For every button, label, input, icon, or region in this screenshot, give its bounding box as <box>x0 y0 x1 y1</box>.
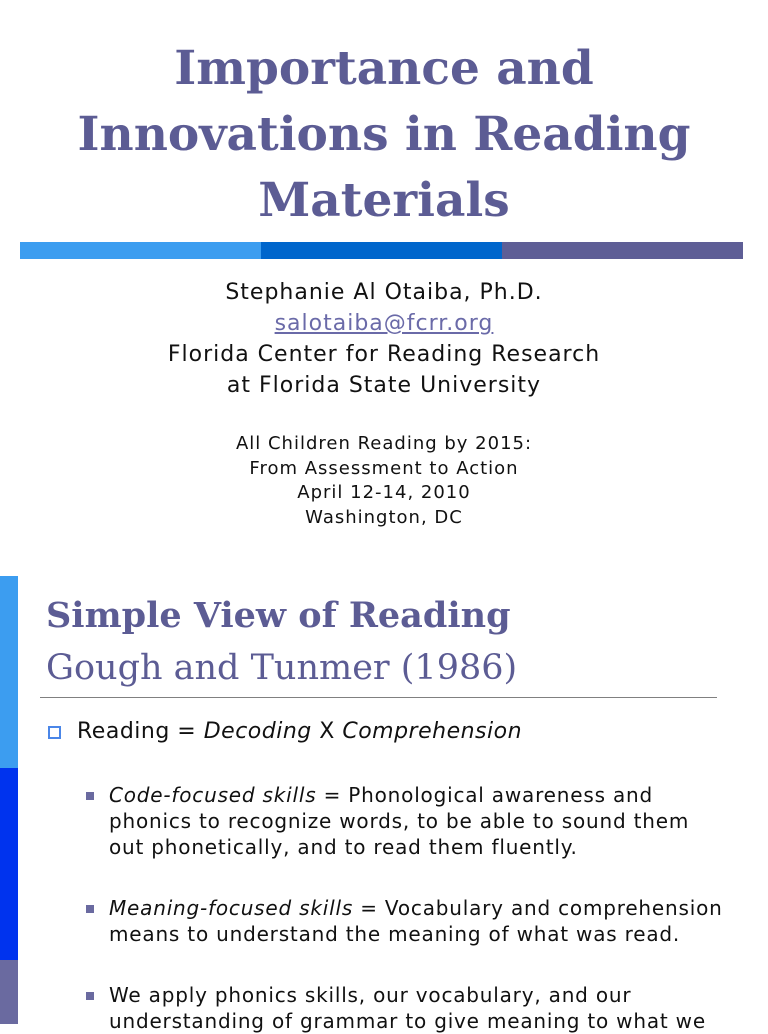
sub-bullet <box>86 982 726 1034</box>
heading-divider <box>40 697 717 698</box>
left-accent-strip <box>0 576 18 1024</box>
event-line-4: Washington, DC <box>305 506 463 528</box>
slide-title <box>0 36 768 234</box>
sub-bullet-text: We apply phonics skills, our vocabulary, and our understanding of grammar to give meaning to what we <box>109 983 706 1033</box>
formula-operator: X <box>311 719 343 744</box>
sub-bullet-term: Code-focused skills <box>109 783 317 807</box>
color-bar-segment <box>261 242 502 259</box>
square-bullet-icon <box>86 992 94 1000</box>
affiliation-line-1: Florida Center for Reading Research <box>167 342 601 367</box>
strip-segment <box>0 576 18 768</box>
sub-bullet-text: = Vocabulary and comprehension means to understand the meaning of what was read. <box>109 896 723 946</box>
title-line-2: Innovations in Reading <box>77 107 691 162</box>
formula <box>77 716 522 748</box>
slide-heading-title: Simple View of Reading <box>46 595 511 636</box>
event-line-3: April 12-14, 2010 <box>297 482 471 503</box>
strip-segment <box>0 768 18 960</box>
slide-heading <box>46 590 517 694</box>
formula-term-comprehension: Comprehension <box>342 719 523 744</box>
color-bar-segment <box>20 242 261 259</box>
square-bullet-icon <box>86 905 94 913</box>
slide-heading-subtitle: Gough and Tunmer (1986) <box>46 648 518 688</box>
author-block <box>0 277 768 401</box>
affiliation-line-2: at Florida State University <box>226 373 542 398</box>
sub-bullet <box>86 895 726 947</box>
author-name: Stephanie Al Otaiba, Ph.D. <box>225 280 543 305</box>
main-bullet <box>48 716 522 748</box>
color-bar-segment <box>502 242 743 259</box>
email-link[interactable]: salotaiba@fcrr.org <box>274 311 494 336</box>
event-line-1: All Children Reading by 2015: <box>235 433 533 454</box>
event-line-2: From Assessment to Action <box>249 457 519 479</box>
strip-segment <box>0 960 18 1024</box>
formula-term-decoding: Decoding <box>203 719 312 744</box>
title-line-1: Importance and <box>174 41 594 96</box>
hollow-square-bullet-icon <box>48 726 61 739</box>
square-bullet-icon <box>86 792 94 800</box>
sub-bullet-term: Meaning-focused skills <box>109 896 354 920</box>
sub-bullet-text: = Phonological awareness and phonics to recognize words, to be able to sound them out phonetically, and to read them fluently. <box>109 783 690 859</box>
sub-bullet <box>86 782 726 860</box>
event-block <box>0 432 768 530</box>
formula-prefix: Reading = <box>77 719 204 744</box>
title-line-3: Materials <box>258 173 510 228</box>
decorative-color-bar <box>20 242 743 259</box>
content-slide <box>0 576 768 1033</box>
